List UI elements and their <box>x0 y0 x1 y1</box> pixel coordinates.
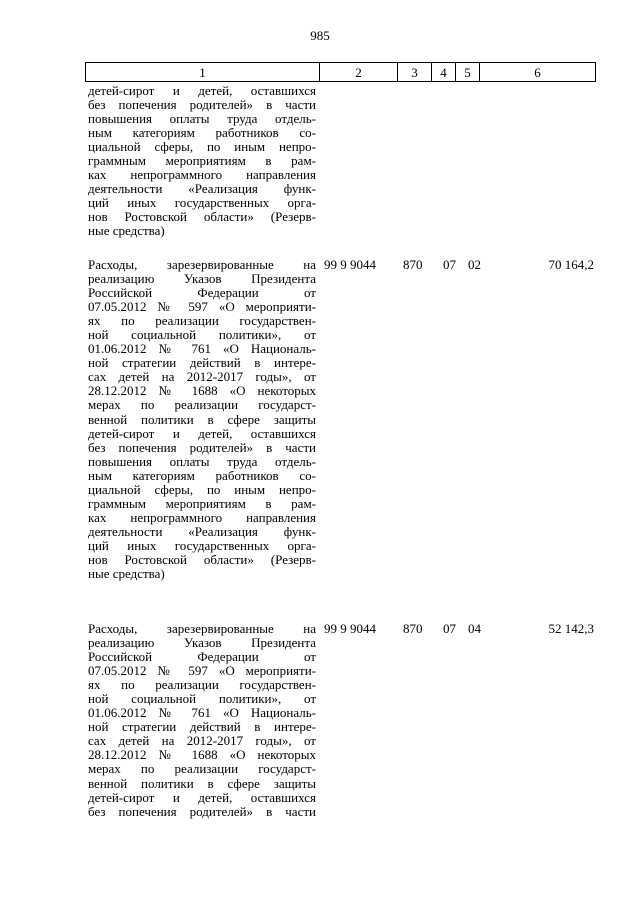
description-line: без попечения родителей» в части <box>88 440 316 455</box>
header-col-2: 2 <box>320 63 398 81</box>
description-line: деятельности «Реализация функ- <box>88 182 316 197</box>
description-line: мерах по реализации государст- <box>88 762 316 777</box>
description-line: ные средства) <box>88 224 165 239</box>
description-line: граммным мероприятиям в рам- <box>88 496 316 511</box>
description-line: 28.12.2012 № 1688 «О некоторых <box>88 384 316 399</box>
row-2-section: 07 <box>443 621 456 636</box>
description-line: венной политики в сфере защиты <box>88 776 316 791</box>
description-line: сах детей на 2012-2017 годы», от <box>88 370 316 385</box>
description-line: ций иных государственных орга- <box>88 196 316 211</box>
description-line: повышения оплаты труда отдель- <box>88 112 316 127</box>
row-2-sum: 52 142,3 <box>548 621 594 636</box>
description-line: ной стратегии действий в интере- <box>88 356 316 371</box>
description-line: Российской Федерации от <box>88 286 316 301</box>
row-1-code: 99 9 9044 <box>324 257 376 272</box>
description-line: реализацию Указов Президента <box>88 636 316 651</box>
description-line: венной политики в сфере защиты <box>88 412 316 427</box>
header-col-1: 1 <box>86 63 320 81</box>
description-line: повышения оплаты труда отдель- <box>88 454 316 469</box>
description-line: ках непрограммного направления <box>88 510 316 525</box>
description-line: ным категориям работников со- <box>88 468 316 483</box>
row-1-description <box>88 258 316 581</box>
description-line: Расходы, зарезервированные на <box>88 622 316 636</box>
row-2-group: 870 <box>403 621 423 636</box>
description-line: циальной сферы, по иным непро- <box>88 140 316 155</box>
description-line: 01.06.2012 № 761 «О Националь- <box>88 706 316 721</box>
description-line: деятельности «Реализация функ- <box>88 524 316 539</box>
description-line: 28.12.2012 № 1688 «О некоторых <box>88 748 316 763</box>
table-header <box>85 62 596 82</box>
description-line: ной социальной политики», от <box>88 692 316 707</box>
description-line: детей-сирот и детей, оставшихся <box>88 790 316 805</box>
description-line: циальной сферы, по иным непро- <box>88 482 316 497</box>
description-line: 01.06.2012 № 761 «О Националь- <box>88 342 316 357</box>
description-line: ным категориям работников со- <box>88 126 316 141</box>
description-line: Расходы, зарезервированные на <box>88 258 316 272</box>
description-line: реализацию Указов Президента <box>88 272 316 287</box>
description-line: детей-сирот и детей, оставшихся <box>88 426 316 441</box>
description-line: сах детей на 2012-2017 годы», от <box>88 734 316 749</box>
row-1-group: 870 <box>403 257 423 272</box>
header-col-6: 6 <box>534 65 541 80</box>
description-line: мерах по реализации государст- <box>88 398 316 413</box>
row-1-sum: 70 164,2 <box>548 257 594 272</box>
description-line: Российской Федерации от <box>88 650 316 665</box>
description-line: ях по реализации государствен- <box>88 314 316 329</box>
row-0-description <box>88 84 316 239</box>
description-line: ной стратегии действий в интере- <box>88 720 316 735</box>
description-line: 07.05.2012 № 597 «О мероприяти- <box>88 664 316 679</box>
row-1-section: 07 <box>443 257 456 272</box>
row-1-subsection: 02 <box>468 257 481 272</box>
row-2-subsection: 04 <box>468 621 481 636</box>
description-line: ной социальной политики», от <box>88 328 316 343</box>
description-line: нов Ростовской области» (Резерв- <box>88 552 316 567</box>
header-col-5: 5 <box>456 63 480 81</box>
description-line: ные средства) <box>88 567 165 582</box>
description-line: ках непрограммного направления <box>88 168 316 183</box>
page-number: 985 <box>310 28 330 43</box>
description-line: граммным мероприятиям в рам- <box>88 154 316 169</box>
row-2-description <box>88 622 316 819</box>
header-col-4: 4 <box>432 63 456 81</box>
header-col-3: 3 <box>398 63 432 81</box>
description-line: ций иных государственных орга- <box>88 538 316 553</box>
description-line: без попечения родителей» в части <box>88 98 316 113</box>
description-line: без попечения родителей» в части <box>88 804 316 819</box>
description-line: 07.05.2012 № 597 «О мероприяти- <box>88 300 316 315</box>
description-line: детей-сирот и детей, оставшихся <box>88 84 316 98</box>
description-line: ях по реализации государствен- <box>88 678 316 693</box>
row-2-code: 99 9 9044 <box>324 621 376 636</box>
description-line: нов Ростовской области» (Резерв- <box>88 210 316 225</box>
